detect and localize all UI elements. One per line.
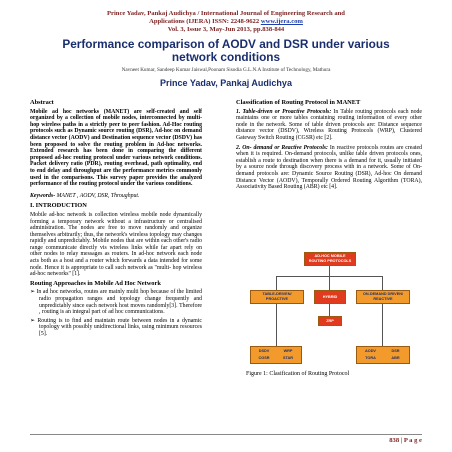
node-zrp: ZRP xyxy=(318,316,342,326)
edge-to-left xyxy=(276,276,277,290)
routing-bullet-1: ➢ In ad hoc networks, routes are mainly multi hop because of the limited radio propagation ranges and topology change frequently and unpredictably since each network host moves randomly[3]. Therefore , routing is an integral part of ad hoc communications. xyxy=(30,289,202,316)
label-tora: TORA xyxy=(365,356,376,361)
node-root: AD-HOC MOBILE ROUTING PROTOCOLS xyxy=(304,252,356,266)
label-wrp: WRP xyxy=(283,349,293,354)
label-cgsr: CGSR xyxy=(258,356,270,361)
journal-line-1: Prince Yadav, Pankaj Audichya / International Journal of Engineering Research and xyxy=(107,10,345,17)
journal-header xyxy=(40,10,412,34)
label-dsr: DSR xyxy=(391,349,400,354)
edge-to-middle xyxy=(329,276,330,290)
keywords-label: Keywords- xyxy=(30,192,56,199)
classification-item-2 xyxy=(236,145,422,191)
journal-link[interactable]: www.ijera.com xyxy=(260,18,303,25)
routing-bullet-2: ➢ Routing is to find and maintain route between nodes in a dynamic topology with possibly unidirectional links, using minimum resources [5]. xyxy=(30,317,202,337)
right-column xyxy=(236,100,422,194)
routing-approaches-heading: Routing Approaches in Mobile Ad Hoc Network xyxy=(30,279,161,287)
affiliation: Navneet Kumar, Sandeep Kumar Jaiswal,Poonam Sisodia G.L.N.A Institute of Technology, Mathura xyxy=(121,67,331,73)
routing-protocol-diagram xyxy=(246,246,414,366)
footer-divider xyxy=(30,434,422,435)
item1-label: 1. Table-driven or Proactive Protocols: xyxy=(236,108,332,115)
item2-text: In reactive protocols routes are created when it is required. On-demand protocols, unlike table driven protocols ones, establish a route to destination when there is a demand for it, usually initiated by a source node through discovery process with in a network. Some of On-demand protocols are: Dynamic Source Routing (DSR), Ad-hoc On demand Distance Vector (AODV), Temporally Ordered Routing Algorithm (TORA), Associativity Based Routing (ABR) etc [4]. xyxy=(236,144,422,191)
node-reactive: ON-DEMAND DRIVEN/ REACTIVE xyxy=(356,290,410,304)
edge-to-right xyxy=(382,276,383,290)
label-aodv: AODV xyxy=(365,349,376,354)
classification-item-1 xyxy=(236,109,422,142)
left-column xyxy=(30,100,202,340)
journal-issn: Applications (IJERA) ISSN: 2248-9622 xyxy=(149,18,260,25)
edge-left-down xyxy=(276,304,277,346)
keywords-text: MANET , AODV, DSR, Throughput. xyxy=(55,192,140,199)
introduction-heading: I. INTRODUCTION xyxy=(30,202,87,210)
authors: Prince Yadav, Pankaj Audichya xyxy=(160,78,292,88)
edge-right-down xyxy=(382,304,383,346)
introduction-text: Mobile ad-hoc network is collection wireless mobile node dynamically forming a temporary network without a infrastructure or centralised administration. The nodes are free to move randomly and organize themselves arbitrarily; thus, the network's wireless topology may changes rapidly and unpredictably. Mobile nodes that are within each other's radio range communicate directly vis wireless links while far apart rely on other nodes to relay messages as routers. In ad-hoc network each node acts both as a host and a router which forwards a data intended for some node. Hence it is appropriate to call such network as "multi- hop wireless ad-hoc networks" [1]. xyxy=(30,211,202,278)
classification-heading: Classification of Routing Protocol in MANET xyxy=(236,99,361,106)
abstract-heading: Abstract xyxy=(30,99,54,106)
journal-line-2 xyxy=(40,18,412,26)
node-proactive-protocols xyxy=(250,346,302,364)
figure-caption: Figure 1: Clasification of Routing Protocol xyxy=(246,371,350,377)
item1-text: In Table routing protocols each node maintains one or more tables containing routing information of every other node in the network. Some of table driven protocols are: Distance sequence distance vector (DSDV), Wireless Routing Protocols (WRP), Clustered Gateway Switch Routing (CGSR) etc [2]. xyxy=(236,108,422,141)
edge-root-down xyxy=(329,266,330,276)
label-dsdv: DSDV xyxy=(258,349,270,354)
abstract-text: Mobile ad hoc networks (MANET) are self-created and self organized by a collection of mobile nodes, interconnected by multi-hop wireless paths in a strictly peer to peer fashion. Ad-Hoc routing protocols such as Dynamic source routing (DSR), Ad-hoc on demand distance vector (AODV) and Destination sequence vector (DSDV) has been proposed to solve the routing problem in Ad-hoc networks. Extended research has been done in comparing the different proposed ad-hoc routing protocol under various network conditions. Packet delivery ratio (PDR), routing overhead, path optimality, end to end delay and throughput are the performance metrics commonly used in the comparisons. This survey paper provides the analyzed performance of the routing protocol under the various conditions. xyxy=(30,108,202,188)
keywords xyxy=(30,193,202,200)
node-hybrid: HYBRID xyxy=(314,290,346,304)
edge-middle-zrp xyxy=(329,304,330,316)
label-abr: ABR xyxy=(391,356,400,361)
page-number: 838 | P a g e xyxy=(389,437,422,444)
node-reactive-protocols xyxy=(356,346,410,364)
item2-label: 2. On- demand or Reactive Protocols: xyxy=(236,144,328,151)
paper-title: Performance comparison of AODV and DSR under various network conditions xyxy=(62,37,390,64)
label-star: STAR xyxy=(282,356,294,361)
node-proactive: TABLE-DRIVEN/ PROACTIVE xyxy=(250,290,304,304)
journal-line-3: Vol. 3, Issue 3, May-Jun 2013, pp.838-844 xyxy=(167,26,285,33)
